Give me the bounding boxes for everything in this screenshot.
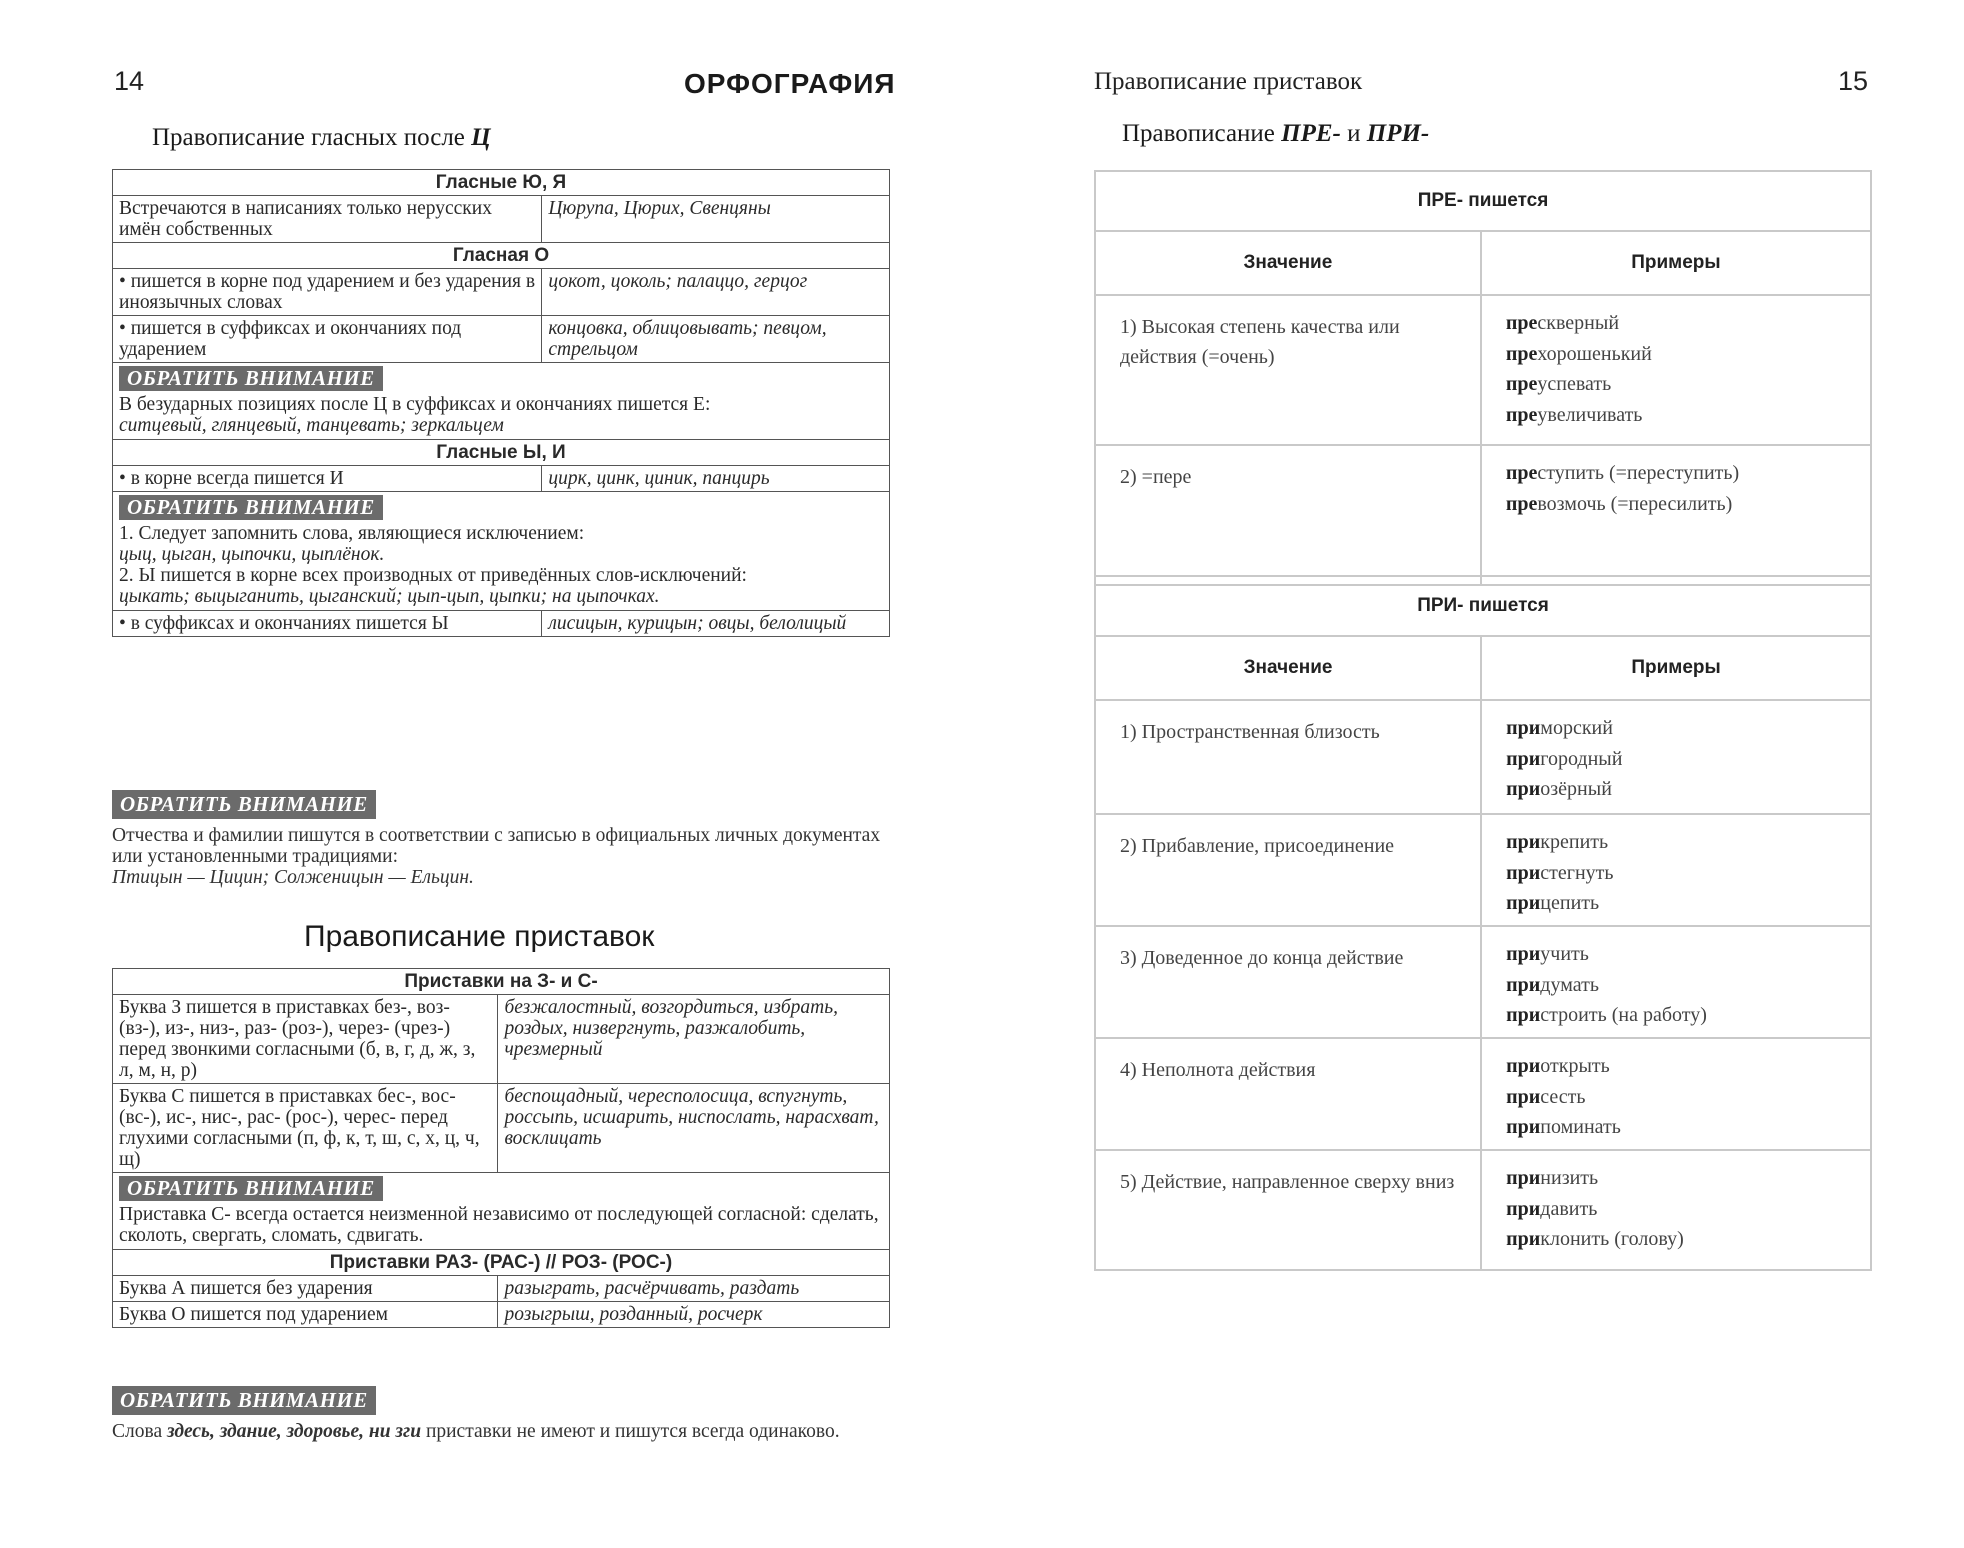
example-word (1506, 489, 1850, 520)
example-word (1506, 458, 1850, 489)
example-word (1506, 1163, 1850, 1194)
example-rest: строить (на работу) (1540, 1004, 1707, 1026)
pri-table (1094, 575, 1872, 1271)
table-row: Встречаются в написаниях только нерусских имён собственных Цюрупа, Цюрих, Свенцяны (113, 196, 890, 243)
meaning-cell: 2) =пере (1095, 445, 1481, 585)
example-rest: крепить (1540, 831, 1609, 853)
meaning-cell: 4) Неполнота действия (1095, 1038, 1481, 1150)
right-page (982, 0, 1964, 1548)
example-prefix: при (1506, 1228, 1541, 1250)
example-prefix: пре (1505, 492, 1538, 515)
example-prefix: пре (1505, 462, 1538, 484)
attention-note: ОБРАТИТЬ ВНИМАНИЕ Слова здесь, здание, здоровье, ни зги приставки не имеют и пишутся всегда одинаково. (112, 1388, 840, 1442)
example-prefix: при (1506, 973, 1541, 996)
column-header: Значение (1095, 231, 1481, 295)
examples-cell (1481, 1150, 1871, 1270)
table-row: • в корне всегда пишется И цирк, цинк, циник, панцирь (113, 466, 890, 492)
table-row (1095, 926, 1871, 1038)
table-row: Буква З пишется в приставках без-, воз- (вз-), из-, низ-, раз- (роз-), через- (чрез-) перед звонкими согласными (б, в, г, д, ж, з, л, м, н, р) безжалостный, возгордиться, избрать, роздых, низвергнуть, разжалобить, чрезмерный (113, 995, 890, 1084)
example-word (1506, 1224, 1850, 1255)
example-rest: клонить (голову) (1540, 1228, 1684, 1250)
example-rest: низить (1540, 1167, 1599, 1189)
examples-cell (1481, 814, 1871, 926)
vowels-after-ts-table (112, 169, 890, 637)
example-word (1506, 774, 1850, 805)
meaning-cell: 1) Высокая степень качества или действия (=очень) (1095, 295, 1481, 445)
examples-cell (1481, 700, 1871, 814)
examples-cell (1481, 445, 1871, 585)
examples-cell (1481, 1038, 1871, 1150)
table-row (1095, 295, 1871, 445)
example-word (1506, 1112, 1850, 1143)
note-row: ОБРАТИТЬ ВНИМАНИЕ В безударных позициях после Ц в суффиксах и окончаниях пишется Е: ситцевый, глянцевый, танцевать; зеркальцем (113, 363, 890, 440)
column-header: Значение (1095, 636, 1481, 700)
attention-badge: ОБРАТИТЬ ВНИМАНИЕ (119, 1176, 383, 1201)
example-prefix: пре (1505, 403, 1538, 426)
example-rest: городный (1540, 747, 1623, 770)
table-row: Буква С пишется в приставках бес-, вос- (вс-), ис-, нис-, рас- (рос-), черес- перед глухими согласными (п, ф, к, т, ш, с, х, ц, ч, щ) беспощадный, чересполосица, вспугнуть, россыпь, исшарить, ниспослать, нарасхват, восклицать (113, 1084, 890, 1173)
example-rest: успевать (1537, 373, 1612, 395)
table-header: Приставки РАЗ- (РАС-) // РОЗ- (РОС-) (113, 1250, 890, 1276)
table-row (1095, 814, 1871, 926)
example-prefix: при (1506, 1167, 1541, 1189)
example-rest: цепить (1540, 892, 1600, 914)
example-rest: морский (1540, 717, 1613, 739)
column-header: Примеры (1481, 636, 1871, 700)
example-prefix: при (1506, 778, 1541, 800)
example-prefix: пре (1505, 342, 1538, 365)
example-prefix: при (1506, 717, 1541, 739)
example-prefix: при (1506, 1055, 1541, 1077)
example-rest: думать (1540, 973, 1599, 996)
example-rest: открыть (1540, 1055, 1610, 1077)
table-header: ПРИ- пишется (1095, 576, 1871, 636)
meaning-cell: 1) Пространственная близость (1095, 700, 1481, 814)
example-rest: хорошенький (1537, 342, 1652, 365)
example-rest: скверный (1537, 312, 1620, 334)
example-prefix: при (1506, 831, 1541, 853)
prefixes-z-s-table (112, 968, 890, 1328)
meaning-cell: 3) Доведенное до конца действие (1095, 926, 1481, 1038)
table-row: • в суффиксах и окончаниях пишется Ы лисицын, курицын; овцы, белолицый (113, 611, 890, 637)
example-prefix: при (1506, 747, 1541, 770)
meaning-cell: 5) Действие, направленное сверху вниз (1095, 1150, 1481, 1270)
table-header: Приставки на З- и С- (113, 969, 890, 995)
attention-badge: ОБРАТИТЬ ВНИМАНИЕ (119, 366, 383, 391)
table-header: Гласные Ы, И (113, 440, 890, 466)
example-prefix: при (1506, 1116, 1541, 1138)
example-word (1506, 308, 1850, 339)
section-title: Правописание гласных после Ц (152, 124, 491, 151)
column-header: Примеры (1481, 231, 1871, 295)
note-row: ОБРАТИТЬ ВНИМАНИЕ 1. Следует запомнить слова, являющиеся исключением: цыц, цыган, цыпочки, цыплёнок. 2. Ы пишется в корне всех производных от приведённых слов-исключений: цыкать; выцыганить, цыганский; цып-цып, цыпки; на цыпочках. (113, 492, 890, 611)
example-rest: сесть (1540, 1085, 1586, 1108)
table-row (1095, 700, 1871, 814)
example-word (1506, 400, 1850, 431)
table-row: Буква А пишется без ударения разыграть, расчёрчивать, раздать (113, 1276, 890, 1302)
table-header: Гласные Ю, Я (113, 170, 890, 196)
example-prefix: при (1506, 892, 1541, 914)
table-row (1095, 1038, 1871, 1150)
example-rest: ступить (=переступить) (1537, 462, 1740, 484)
table-row (1095, 1150, 1871, 1270)
section-title: Правописание ПРЕ- и ПРИ- (1122, 120, 1430, 147)
example-word (1506, 970, 1850, 1001)
example-word (1506, 1051, 1850, 1082)
attention-badge: ОБРАТИТЬ ВНИМАНИЕ (119, 495, 383, 520)
example-prefix: при (1506, 861, 1541, 884)
attention-note: ОБРАТИТЬ ВНИМАНИЕ Отчества и фамилии пишутся в соответствии с записью в официальных личных документах или установленными традициями: Птицын — Цицин; Солженицын — Ельцин. (112, 792, 881, 888)
example-word (1506, 1000, 1850, 1031)
example-prefix: при (1506, 1004, 1541, 1026)
attention-badge: ОБРАТИТЬ ВНИМАНИЕ (112, 790, 376, 819)
table-header: ПРЕ- пишется (1095, 171, 1871, 231)
example-prefix: при (1506, 1197, 1541, 1220)
example-prefix: пре (1505, 373, 1538, 395)
example-word (1506, 888, 1850, 919)
example-word (1506, 369, 1850, 400)
page-number: 15 (1838, 66, 1869, 96)
page-number: 14 (114, 66, 145, 96)
pre-table (1094, 170, 1872, 586)
table-row: • пишется в суффиксах и окончаниях под ударением концовка, облицовывать; певцом, стрельцом (113, 316, 890, 363)
example-prefix: при (1506, 943, 1541, 965)
section-heading: Правописание приставок (304, 920, 655, 953)
example-word (1506, 827, 1850, 858)
table-row: • пишется в корне под ударением и без ударения в иноязычных словах цокот, цоколь; палаццо, герцог (113, 269, 890, 316)
examples-cell (1481, 926, 1871, 1038)
example-word (1506, 339, 1850, 370)
example-rest: стегнуть (1540, 861, 1614, 884)
example-rest: учить (1540, 943, 1589, 965)
table-header: Гласная О (113, 243, 890, 269)
meaning-cell: 2) Прибавление, присоединение (1095, 814, 1481, 926)
examples-cell (1481, 295, 1871, 445)
example-rest: возмочь (=пересилить) (1537, 492, 1733, 515)
example-rest: озёрный (1540, 778, 1612, 800)
attention-badge: ОБРАТИТЬ ВНИМАНИЕ (112, 1386, 376, 1415)
example-rest: давить (1540, 1197, 1598, 1220)
example-word (1506, 744, 1850, 775)
running-head: Правописание приставок (1094, 68, 1363, 95)
example-word (1506, 713, 1850, 744)
table-row: Буква О пишется под ударением розыгрыш, розданный, росчерк (113, 1302, 890, 1328)
example-prefix: при (1506, 1085, 1541, 1108)
example-rest: поминать (1540, 1116, 1621, 1138)
note-row: ОБРАТИТЬ ВНИМАНИЕ Приставка С- всегда остается неизменной независимо от последующей согласной: сделать, сколоть, свергать, сломать, сдвигать. (113, 1173, 890, 1250)
example-prefix: пре (1505, 312, 1538, 334)
example-word (1506, 1194, 1850, 1225)
example-word (1506, 858, 1850, 889)
example-word (1506, 939, 1850, 970)
running-head: ОРФОГРАФИЯ (684, 68, 896, 99)
example-rest: увеличивать (1537, 403, 1643, 426)
example-word (1506, 1082, 1850, 1113)
table-row (1095, 445, 1871, 585)
